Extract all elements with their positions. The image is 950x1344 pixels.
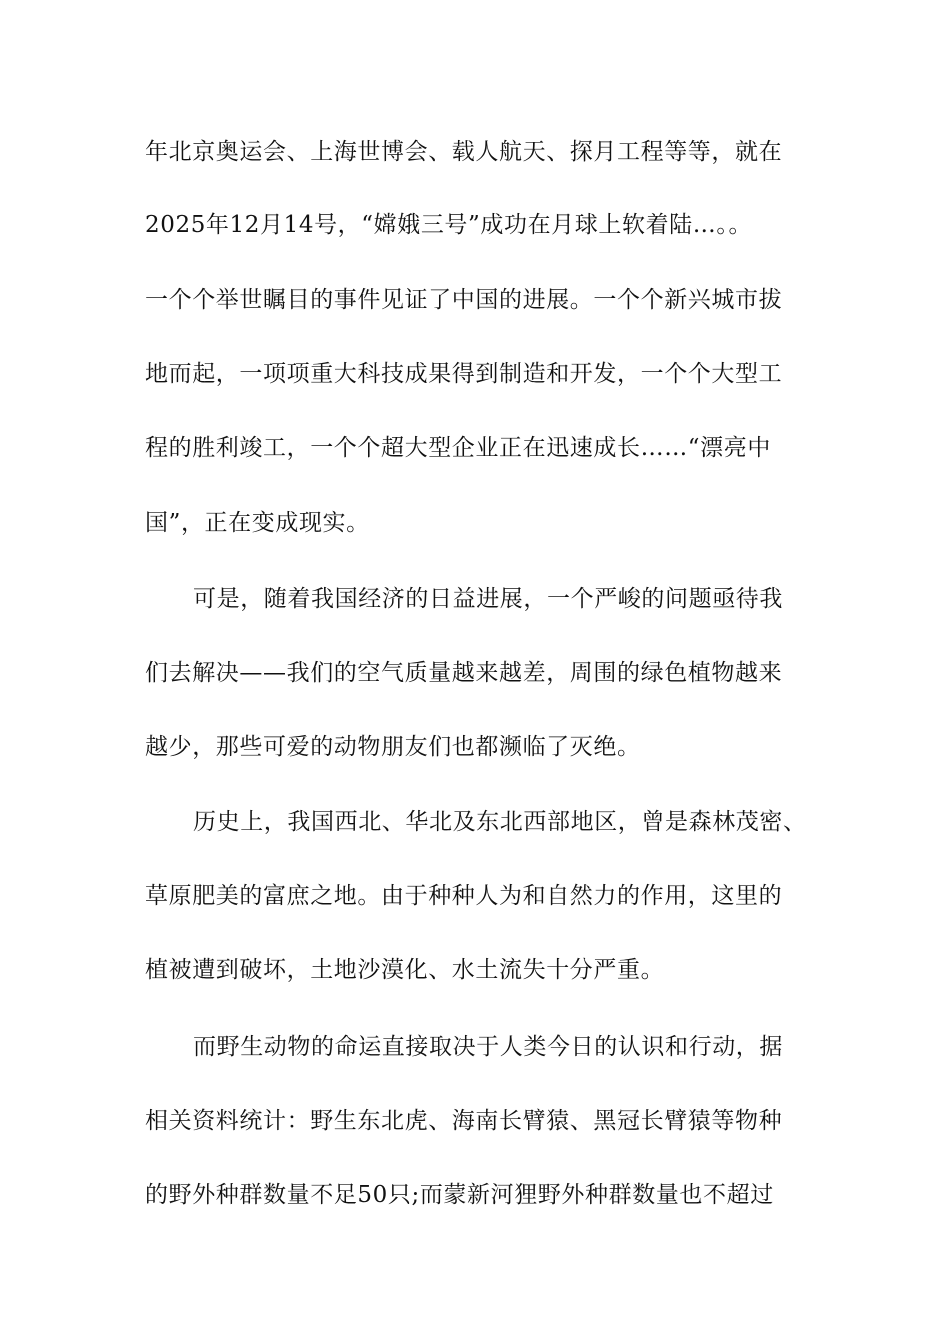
text-line: 越少，那些可爱的动物朋友们也都濒临了灭绝。 bbox=[145, 734, 641, 760]
text-line: 年北京奥运会、上海世博会、载人航天、探月工程等等，就在 bbox=[145, 139, 783, 165]
text-line: 们去解决——我们的空气质量越来越差，周围的绿色植物越来 bbox=[145, 660, 783, 686]
text-line: 程的胜利竣工，一个个超大型企业正在迅速成长……“漂亮中 bbox=[145, 435, 771, 461]
text-line: 的野外种群数量不足50只;而蒙新河狸野外种群数量也不超过 bbox=[145, 1182, 774, 1208]
paragraph-first-line: 历史上，我国西北、华北及东北西部地区，曾是森林茂密、 bbox=[193, 809, 807, 835]
text-line: 植被遭到破坏，土地沙漠化、水土流失十分严重。 bbox=[145, 957, 665, 983]
text-line: 相关资料统计：野生东北虎、海南长臂猿、黑冠长臂猿等物种 bbox=[145, 1108, 783, 1134]
text-line: 草原肥美的富庶之地。由于种种人为和自然力的作用，这里的 bbox=[145, 883, 783, 909]
text-line: 地而起，一项项重大科技成果得到制造和开发，一个个大型工 bbox=[145, 361, 783, 387]
paragraph-first-line: 可是，随着我国经济的日益进展，一个严峻的问题亟待我 bbox=[193, 586, 783, 612]
paragraph-first-line: 而野生动物的命运直接取决于人类今日的认识和行动，据 bbox=[193, 1034, 783, 1060]
text-line: 一个个举世瞩目的事件见证了中国的进展。一个个新兴城市拔 bbox=[145, 287, 783, 313]
text-line: 2025年12月14号，“嫦娥三号”成功在月球上软着陆…。。 bbox=[145, 212, 753, 238]
text-line: 国”，正在变成现实。 bbox=[145, 510, 370, 536]
